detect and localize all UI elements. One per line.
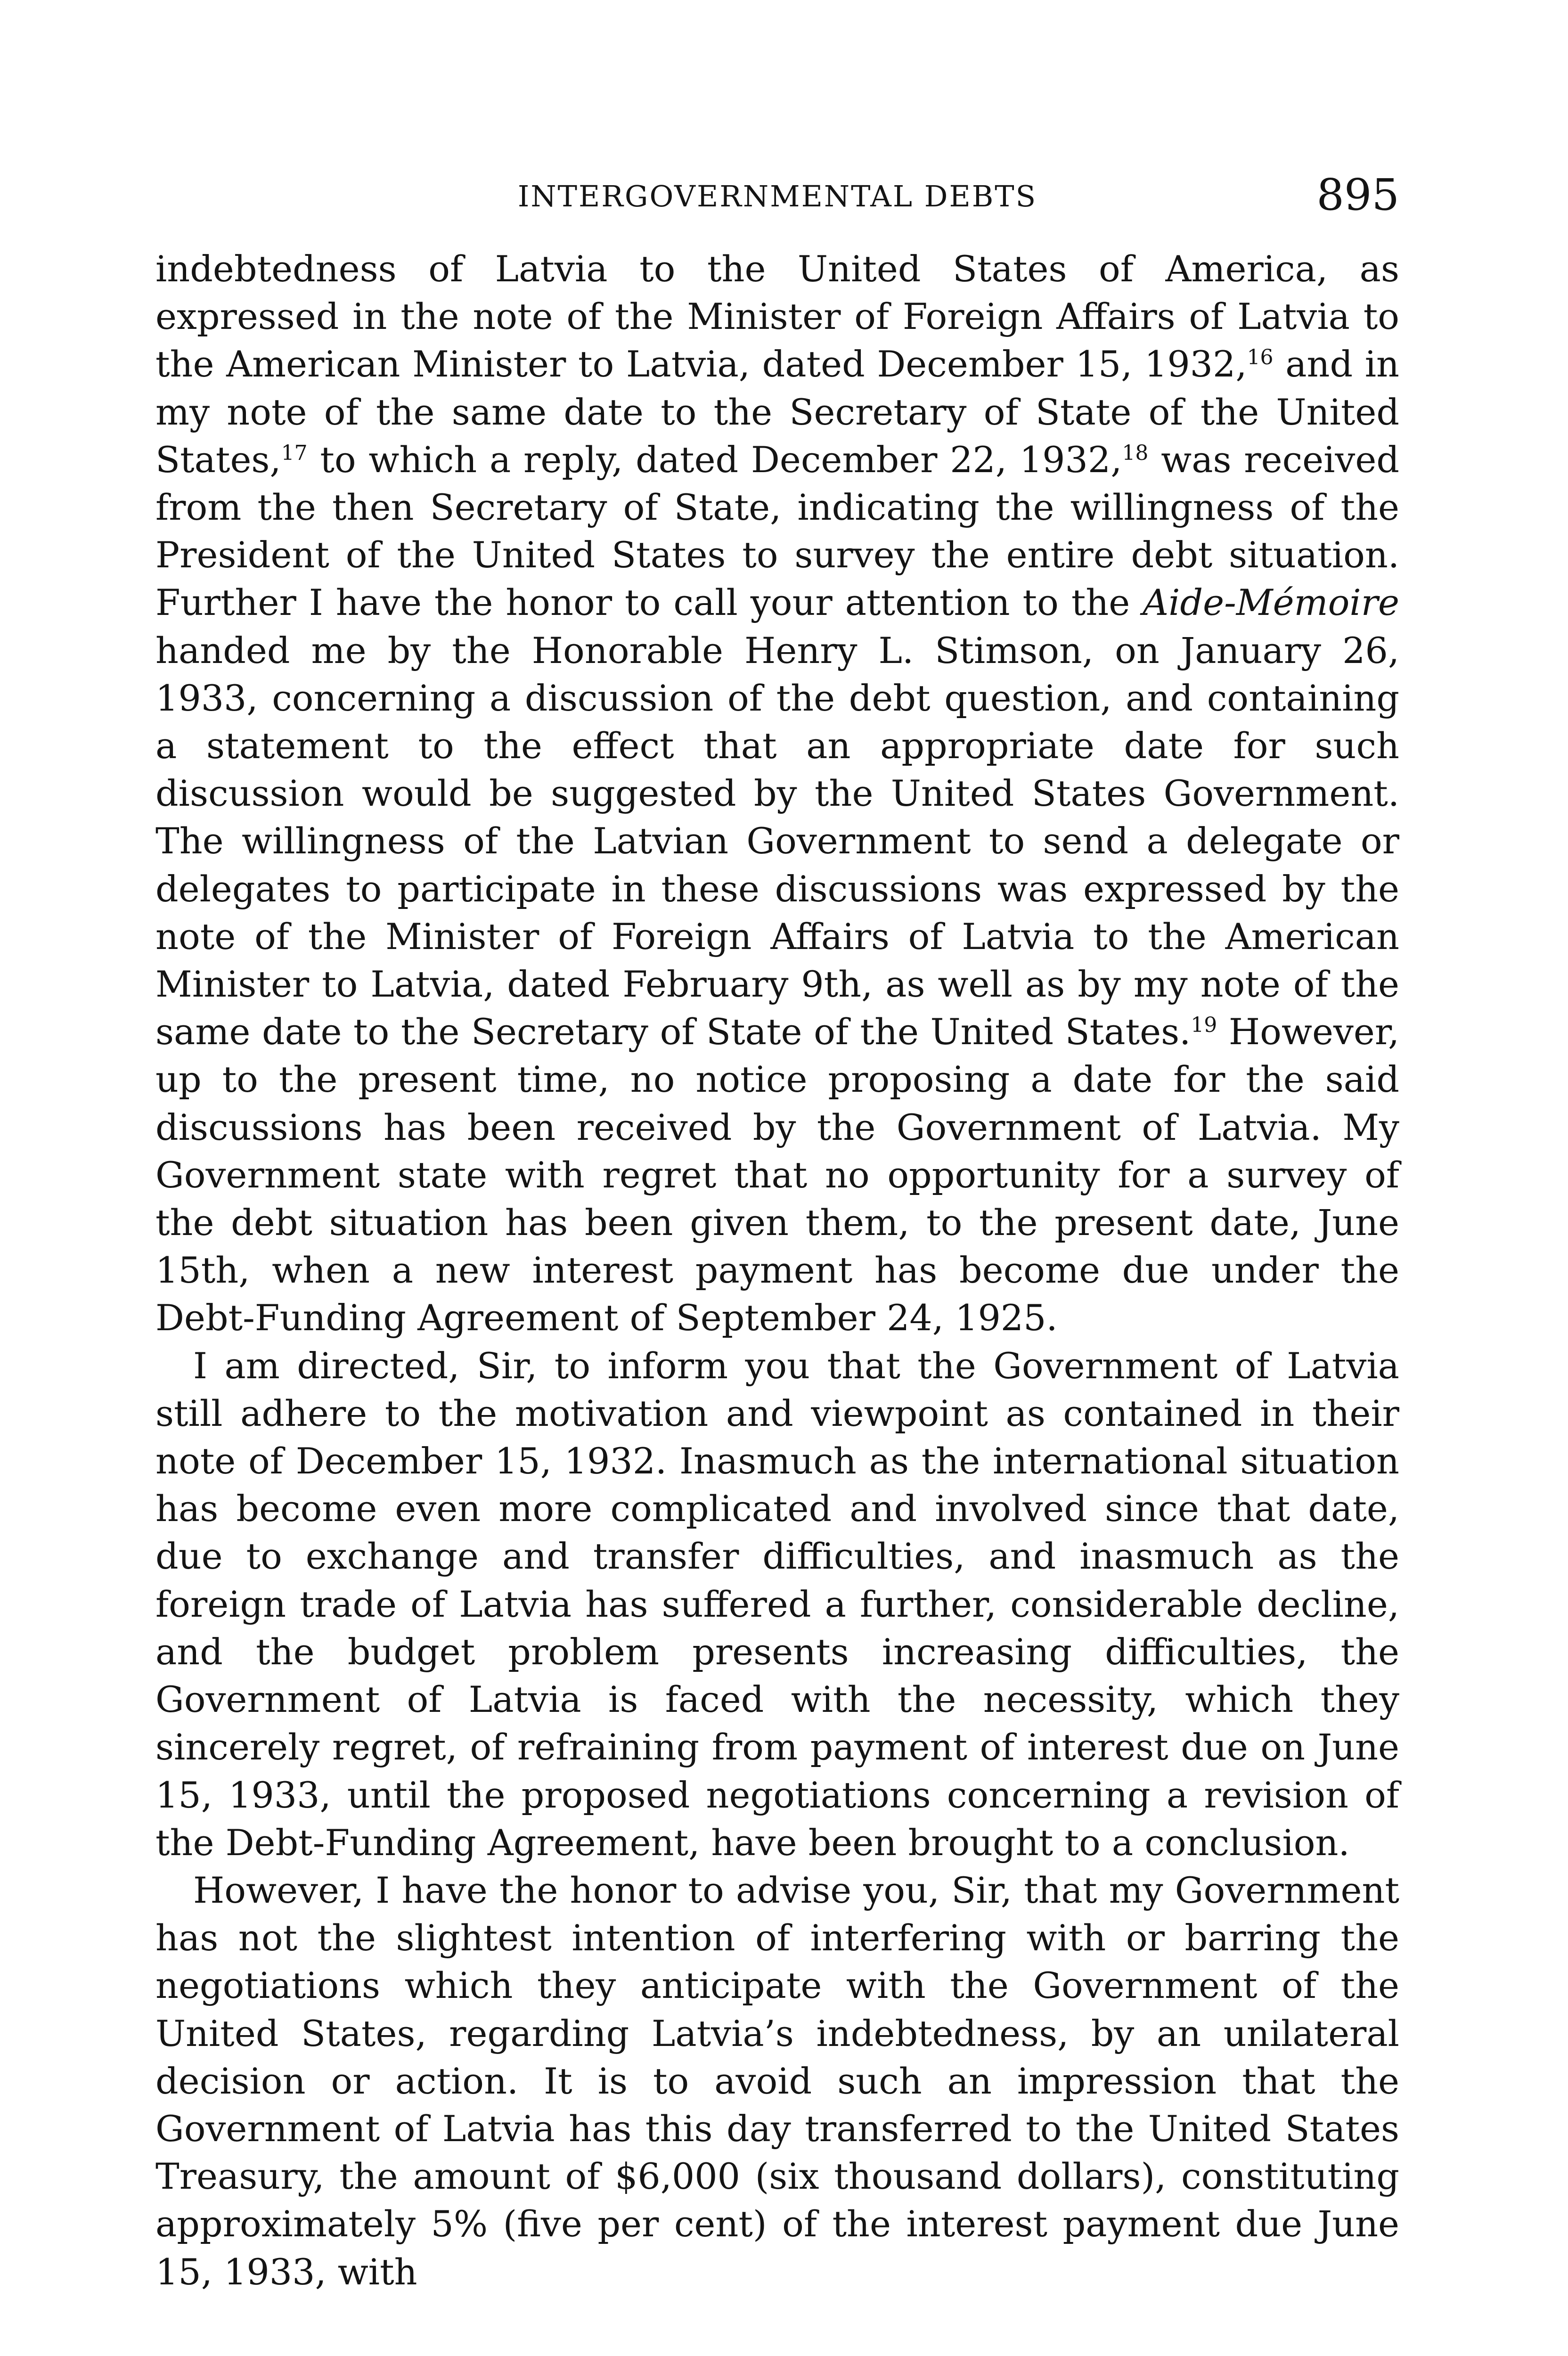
footnote-ref-19: 19 (1191, 1013, 1217, 1038)
text-run: However, up to the present time, no notice proposing a date for the said discussions has been received by the Government of Latvia. My Government state with regret that no opportunity for a survey of the debt situation has been given them, to the present date, June 15th, when a new interest payment has become due under the Debt-Funding Agreement of September 24, 1925. (155, 1011, 1399, 1339)
footnote-ref-16: 16 (1247, 345, 1274, 370)
page-number: 895 (1316, 170, 1399, 220)
paragraph-1 (155, 245, 1399, 1342)
text-run: indebtedness of Latvia to the United States of America, as expressed in the note of the Minister of Foreign Affairs of Latvia to the American Minister to Latvia, dated December 15, 1932, (155, 248, 1399, 385)
running-title: INTERGOVERNMENTAL DEBTS (517, 179, 1037, 213)
paragraph-3: However, I have the honor to advise you, Sir, that my Government has not the slightest intention of interfering with or barring the negotiations which they anticipate with the Government of the United States, regarding Latvia’s indebtedness, by an unilateral decision or action. It is to avoid such an impression that the Government of Latvia has this day transferred to the United States Treasury, the amount of $6,000 (six thousand dollars), constituting approximately 5% (five per cent) of the interest payment due June 15, 1933, with (155, 1869, 1399, 2293)
text-run: and in my note of the same date to the Secretary of State of the United States, (155, 343, 1400, 481)
footnote-ref-17: 17 (281, 441, 308, 465)
body-text (155, 245, 1399, 2296)
text-run: was received from the then Secretary of State, indicating the willingness of the President of the United States to survey the entire debt situation. Further I have the honor to call your attention to the (155, 438, 1399, 624)
text-run: handed me by the Honorable Henry L. Stimson, on January 26, 1933, concerning a discussion of the debt question, and containing a statement to the effect that an appropriate date for such discussion would be suggested by the United States Government. The willingness of the Latvian Government to send a delegate or delegates to participate in these discussions was expressed by the note of the Minister of Foreign Affairs of Latvia to the American Minister to Latvia, dated February 9th, as well as by my note of the same date to the Secretary of State of the United States. (155, 629, 1399, 1053)
text-run: to which a reply, dated December 22, 1932, (307, 438, 1122, 481)
paragraph-2: I am directed, Sir, to inform you that the Government of Latvia still adhere to the motivation and viewpoint as contained in their note of December 15, 1932. Inasmuch as the international situation has become even more complicated and involved since that date, due to exchange and transfer difficulties, and inasmuch as the foreign trade of Latvia has suffered a further, considerable decline, and the budget problem presents increasing difficulties, the Government of Latvia is faced with the necessity, which they sincerely regret, of refraining from payment of interest due on June 15, 1933, until the proposed negotiations concerning a revision of the Debt-Funding Agreement, have been brought to a conclusion. (155, 1344, 1399, 1864)
footnote-ref-18: 18 (1122, 441, 1149, 465)
aide-memoire-title: Aide-Mémoire (1143, 581, 1399, 624)
page-header (155, 170, 1399, 226)
